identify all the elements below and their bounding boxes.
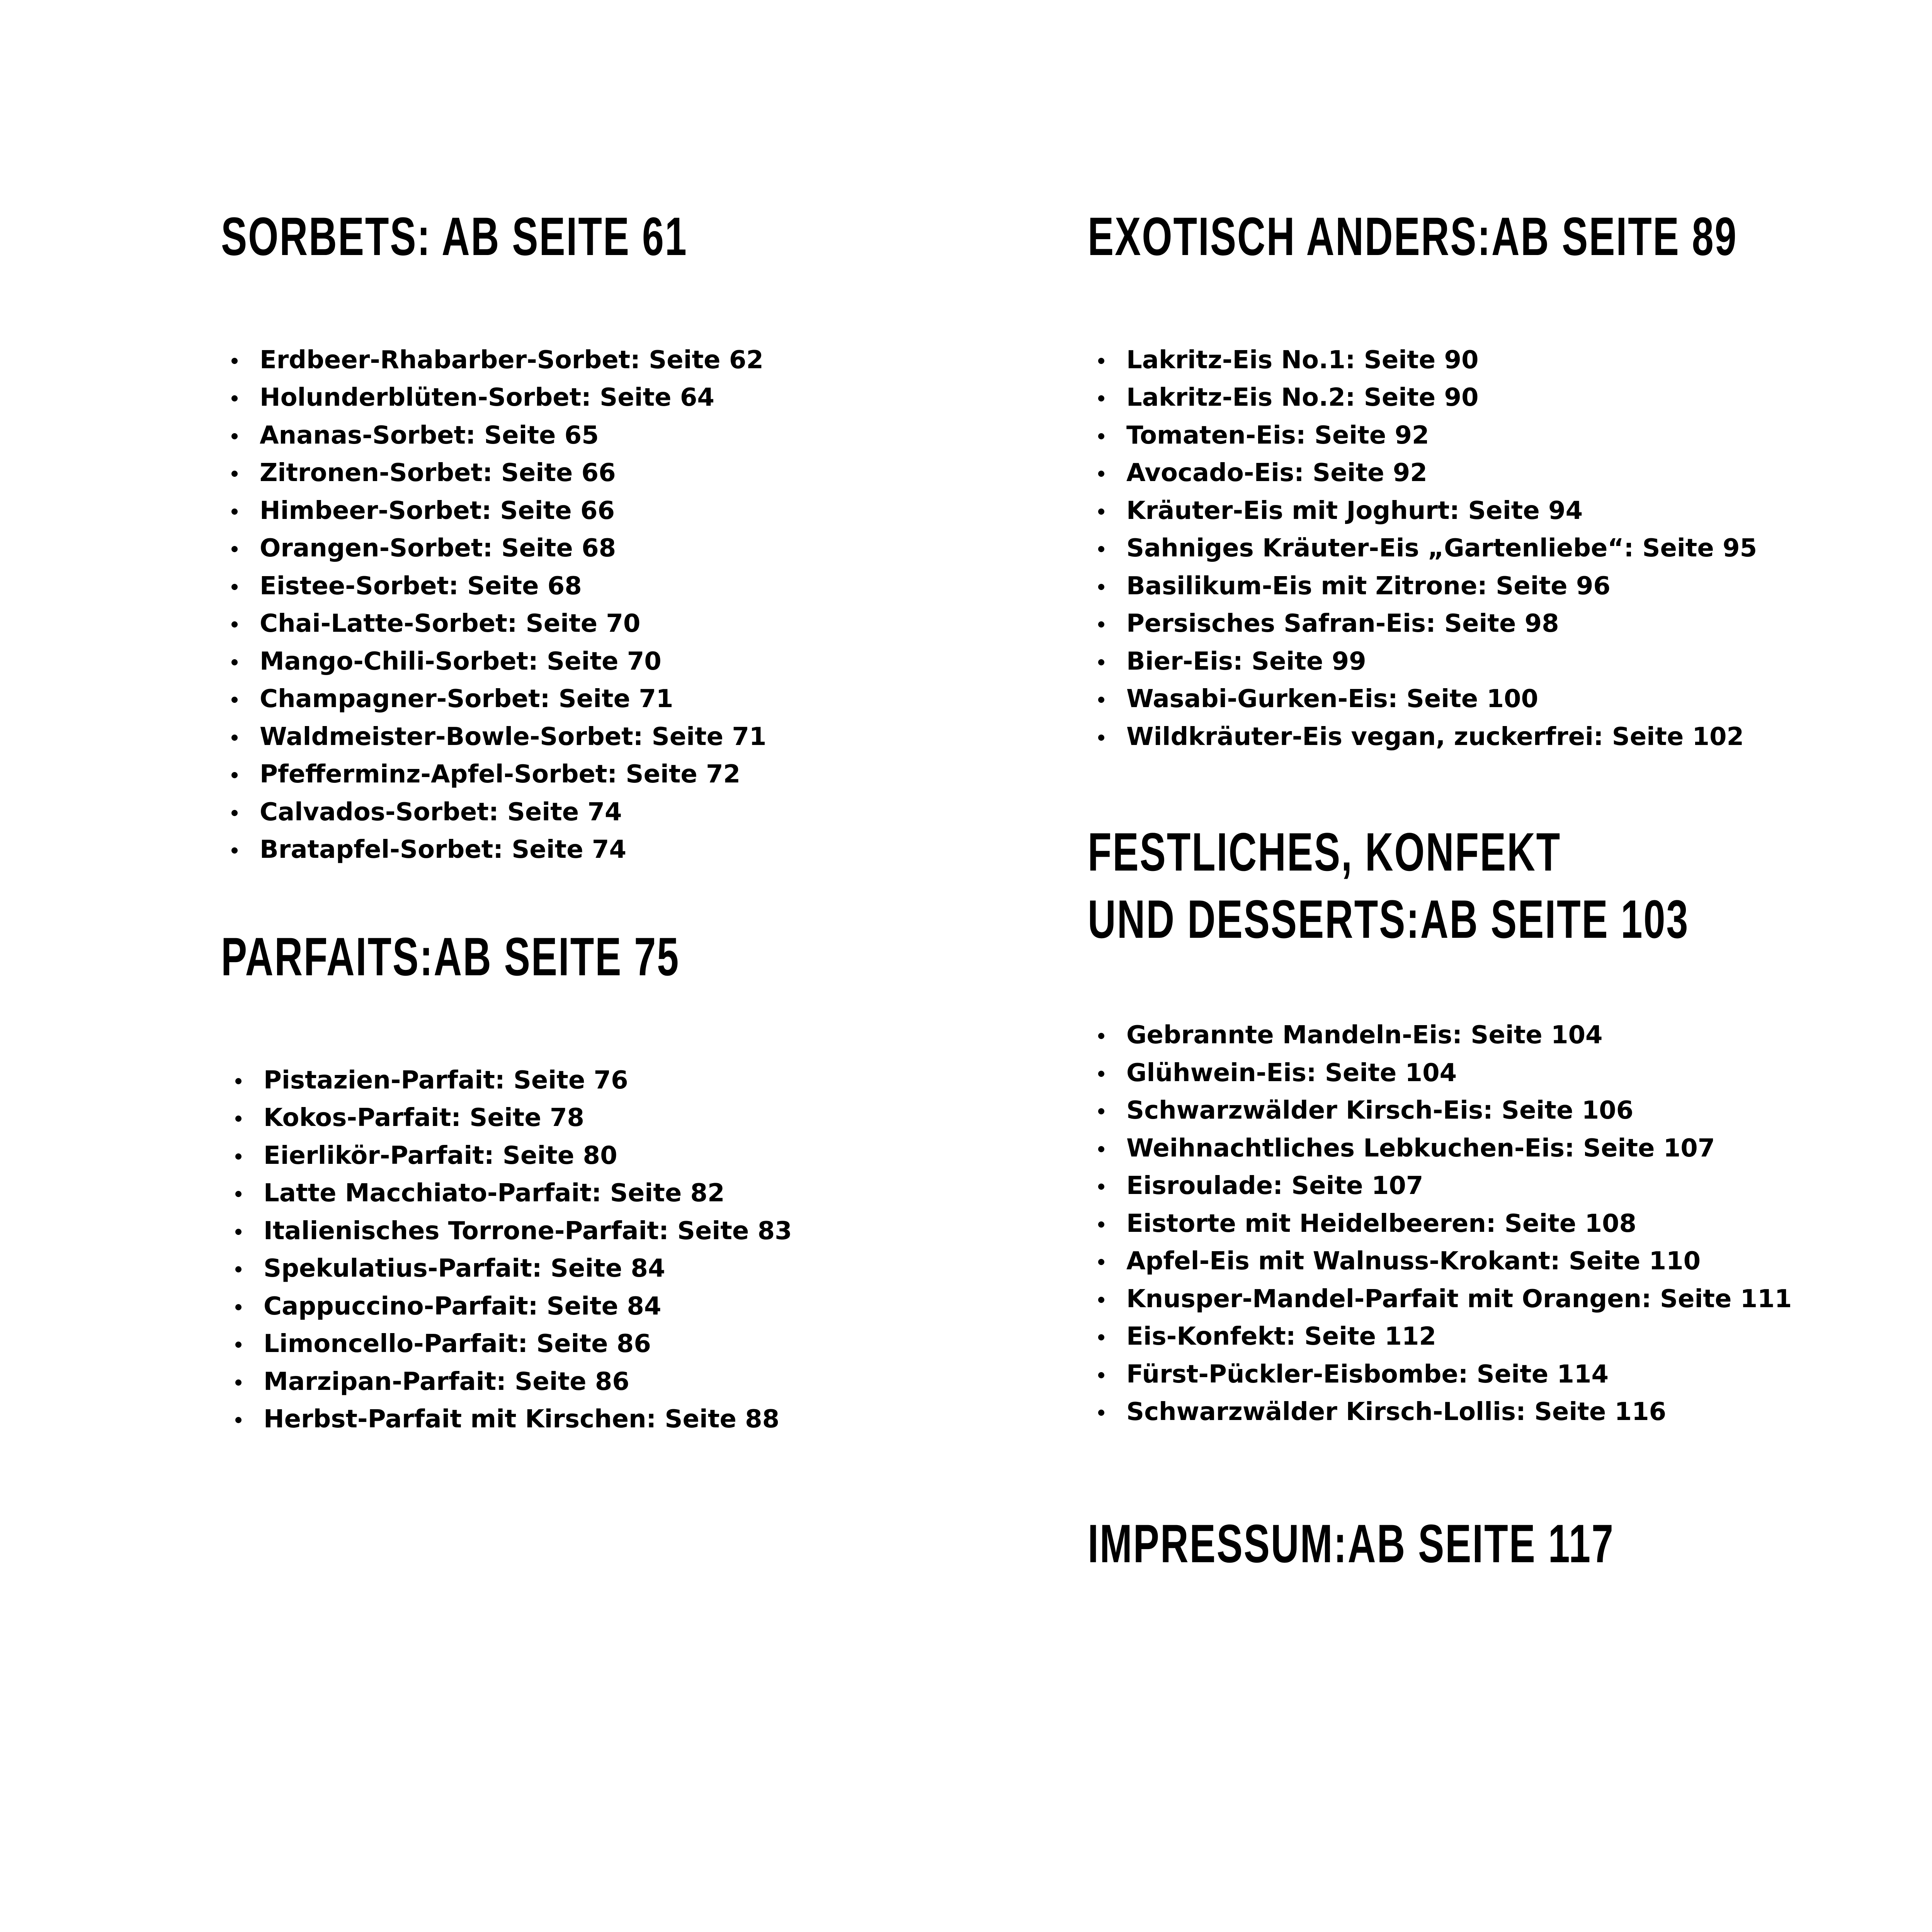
- list-item: Weihnachtliches Lebkuchen-Eis: Seite 107: [1088, 1130, 1923, 1168]
- list-item: Waldmeister-Bowle-Sorbet: Seite 71: [221, 718, 869, 756]
- list-item: Schwarzwälder Kirsch-Eis: Seite 106: [1088, 1092, 1923, 1130]
- list-item: Mango-Chili-Sorbet: Seite 70: [221, 643, 869, 681]
- section-impressum: [1088, 1510, 1819, 1577]
- list-festliches: [1088, 1017, 1923, 1431]
- section-exotisch-anders: [1088, 203, 1932, 756]
- section-festliches: [1088, 818, 1923, 1431]
- list-item: Calvados-Sorbet: Seite 74: [221, 794, 869, 832]
- list-item: Eistorte mit Heidelbeeren: Seite 108: [1088, 1205, 1923, 1243]
- list-item: Kokos-Parfait: Seite 78: [225, 1099, 858, 1137]
- list-item: Eis-Konfekt: Seite 112: [1088, 1318, 1923, 1356]
- list-item: Glühwein-Eis: Seite 104: [1088, 1054, 1923, 1092]
- list-item: Herbst-Parfait mit Kirschen: Seite 88: [225, 1401, 858, 1439]
- list-item: Bier-Eis: Seite 99: [1088, 643, 1932, 681]
- list-item: Tomaten-Eis: Seite 92: [1088, 417, 1932, 455]
- list-item: Italienisches Torrone-Parfait: Seite 83: [225, 1213, 858, 1250]
- list-item: Sahniges Kräuter-Eis „Gartenliebe“: Seite 95: [1088, 530, 1932, 568]
- heading-impressum: IMPRESSUM:AB SEITE 117: [1088, 1513, 1614, 1574]
- list-item: Pfefferminz-Apfel-Sorbet: Seite 72: [221, 756, 869, 794]
- list-item: Knusper-Mandel-Parfait mit Orangen: Seite 111: [1088, 1281, 1923, 1318]
- list-item: Schwarzwälder Kirsch-Lollis: Seite 116: [1088, 1393, 1923, 1431]
- list-item: Gebrannte Mandeln-Eis: Seite 104: [1088, 1017, 1923, 1054]
- list-item: Chai-Latte-Sorbet: Seite 70: [221, 605, 869, 643]
- list-item: Fürst-Pückler-Eisbombe: Seite 114: [1088, 1356, 1923, 1394]
- list-item: Wasabi-Gurken-Eis: Seite 100: [1088, 680, 1932, 718]
- section-parfaits: [221, 923, 858, 1439]
- heading-sorbets: SORBETS: AB SEITE 61: [221, 206, 688, 267]
- list-item: Persisches Safran-Eis: Seite 98: [1088, 605, 1932, 643]
- list-item: Spekulatius-Parfait: Seite 84: [225, 1250, 858, 1288]
- list-item: Eierlikör-Parfait: Seite 80: [225, 1137, 858, 1175]
- list-item: Cappuccino-Parfait: Seite 84: [225, 1288, 858, 1326]
- list-item: Erdbeer-Rhabarber-Sorbet: Seite 62: [221, 342, 869, 379]
- list-item: Zitronen-Sorbet: Seite 66: [221, 454, 869, 492]
- list-item: Lakritz-Eis No.1: Seite 90: [1088, 342, 1932, 379]
- list-item: Limoncello-Parfait: Seite 86: [225, 1325, 858, 1363]
- section-sorbets: [221, 203, 869, 869]
- list-item: Eistee-Sorbet: Seite 68: [221, 568, 869, 605]
- heading-parfaits: PARFAITS:AB SEITE 75: [221, 926, 680, 987]
- heading-festliches-line-1: FESTLICHES, KONFEKT: [1088, 821, 1561, 882]
- list-exotisch-anders: [1088, 342, 1932, 756]
- list-item: Lakritz-Eis No.2: Seite 90: [1088, 379, 1932, 417]
- list-item: Bratapfel-Sorbet: Seite 74: [221, 831, 869, 869]
- list-item: Latte Macchiato-Parfait: Seite 82: [225, 1175, 858, 1213]
- heading-festliches-line-2: UND DESSERTS:AB SEITE 103: [1088, 888, 1689, 949]
- list-item: Ananas-Sorbet: Seite 65: [221, 417, 869, 455]
- list-sorbets: [221, 342, 869, 869]
- list-parfaits: [221, 1062, 858, 1439]
- list-item: Himbeer-Sorbet: Seite 66: [221, 492, 869, 530]
- list-item: Holunderblüten-Sorbet: Seite 64: [221, 379, 869, 417]
- list-item: Avocado-Eis: Seite 92: [1088, 454, 1932, 492]
- list-item: Champagner-Sorbet: Seite 71: [221, 680, 869, 718]
- list-item: Wildkräuter-Eis vegan, zuckerfrei: Seite 102: [1088, 718, 1932, 756]
- list-item: Eisroulade: Seite 107: [1088, 1167, 1923, 1205]
- list-item: Basilikum-Eis mit Zitrone: Seite 96: [1088, 568, 1932, 605]
- list-item: Kräuter-Eis mit Joghurt: Seite 94: [1088, 492, 1932, 530]
- list-item: Apfel-Eis mit Walnuss-Krokant: Seite 110: [1088, 1243, 1923, 1281]
- heading-festliches: [1088, 818, 1689, 952]
- heading-exotisch-anders: EXOTISCH ANDERS:AB SEITE 89: [1088, 206, 1738, 267]
- list-item: Marzipan-Parfait: Seite 86: [225, 1363, 858, 1401]
- list-item: Orangen-Sorbet: Seite 68: [221, 530, 869, 568]
- list-item: Pistazien-Parfait: Seite 76: [225, 1062, 858, 1100]
